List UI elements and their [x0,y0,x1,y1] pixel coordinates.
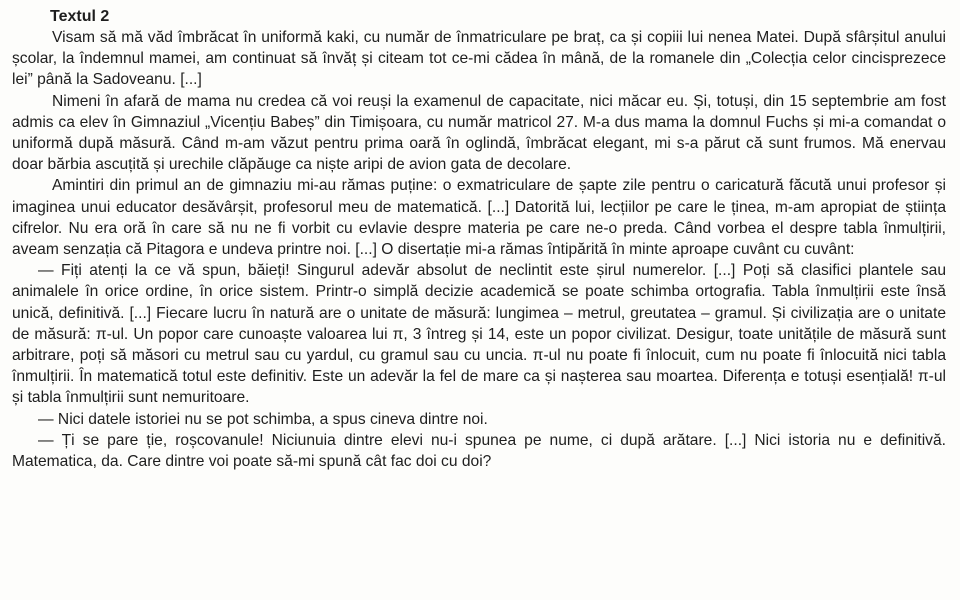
document-title: Textul 2 [50,8,110,25]
paragraph-dialog-3: — Ți se pare ție, roșcovanule! Niciunuia dintre elevi nu-i spunea pe nume, ci după arătare. [...] Nici istoria nu e definitivă. Matematica, da. Care dintre voi poate să-mi spună cât fac doi cu doi? [12,431,946,471]
paragraph-dialog-2: — Nici datele istoriei nu se pot schimba, a spus cineva dintre noi. [38,410,488,428]
paragraph-2: Nimeni în afară de mama nu credea că voi reuși la examenul de capacitate, nici măcar eu. Și, totuși, din 15 septembrie am fost admis ca elev în Gimnaziul „Vicențiu Babeș” din Timișoara, cu număr matricol 27. M-a dus mama la domnul Fuchs și mi-a comandat o uniformă după măsură. Când m-am văzut pentru prima oară în oglindă, îmbrăcat elegant, mi s-a părut că sunt frumos. Mă enervau doar bărbia ascuțită și urechile clăpăuge ca niște aripi de avion gata de decolare. [12,92,946,174]
paragraph-1: Visam să mă văd îmbrăcat în uniformă kaki, cu număr de înmatriculare pe braț, ca și copiii lui nenea Matei. După sfârșitul anului școlar, la îndemnul mamei, am continuat să învăț și citeam tot ce-mi cădea în mână, de la romanele din „Colecția celor cincisprezece lei” până la Sadoveanu. [...] [12,29,946,89]
paragraph-dialog-1: — Fiți atenți la ce vă spun, băieți! Singurul adevăr absolut de neclintit este șirul numerelor. [...] Poți să clasifici plantele sau animalele în orice ordine, în orice sistem. Printr-o simplă decizie academică se poate schimba ortografia. Tabla înmulțirii este însă unică, definitivă. [...] Fiecare lucru în natură are o unitate de măsură: lungimea – metrul, greutatea – gramul. Și civilizația are o unitate de măsură: π-ul. Un popor care cunoaște valoarea lui π, 3 întreg și 14, este un popor civilizat. Desigur, toate unitățile de măsură sunt arbitrare, poți să măsori cu metrul sau cu yardul, cu gramul sau cu uncia. π-ul nu poate fi înlocuit, cum nu poate fi înlocuită nici tabla înmulțirii. În matematică totul este definitiv. Este un adevăr la fel de mare ca și nașterea sau moartea. Diferența e totuși esențială! π-ul și tabla înmulțirii sunt nemuritoare. [12,262,946,407]
paragraph-3: Amintiri din primul an de gimnaziu mi-au rămas puține: o exmatriculare de șapte zile pentru o caricatură făcută unui profesor și imaginea unui educator desăvârșit, profesorul meu de matematică. [...] Datorită lui, lecțiilor pe care le ținea, m-am apropiat de știința cifrelor. Nu era oră în care să nu ne fi vorbit cu evlavie despre materia pe care ne-o preda. Când vorbea el despre tabla înmulțirii, aveam senzația că Pitagora e undeva printre noi. [...] O disertație mi-a rămas întipărită în minte aproape cuvânt cu cuvânt: [12,177,946,259]
